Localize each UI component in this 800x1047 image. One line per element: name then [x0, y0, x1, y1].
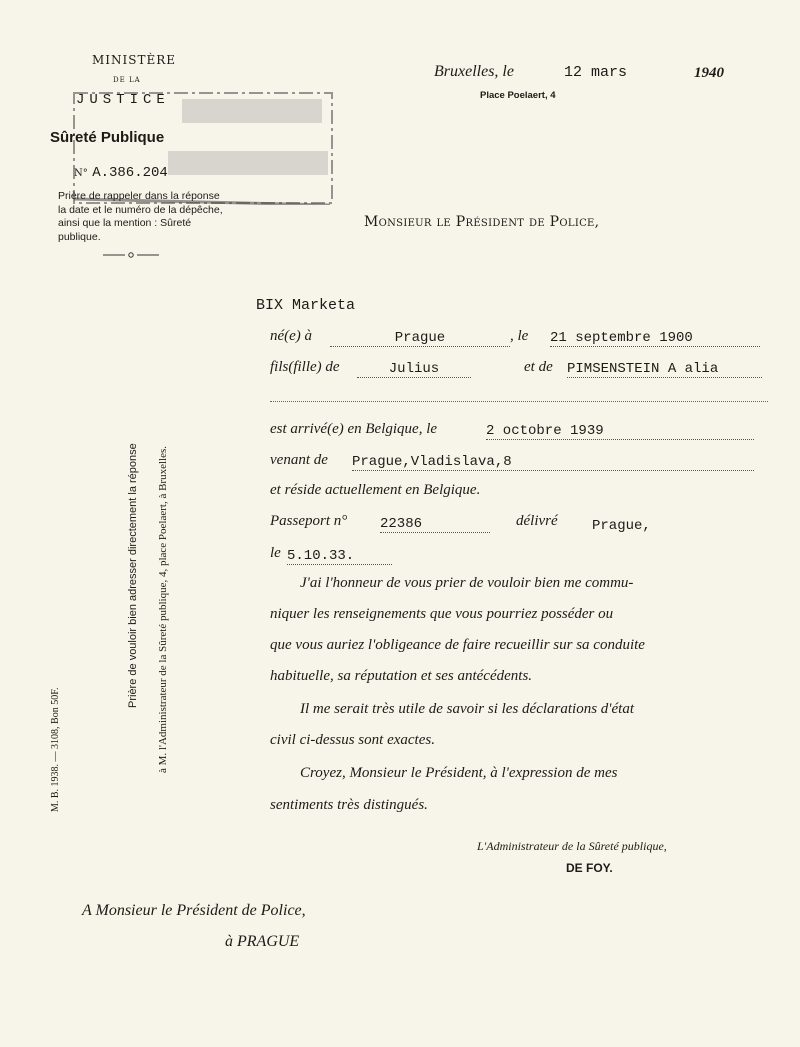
- subject-name: BIX Marketa: [256, 297, 356, 314]
- body-p1-line4: habituelle, sa réputation et ses antécédents.: [270, 668, 533, 684]
- reply-instruction-vertical: Prière de vouloir bien adresser directement la réponse: [127, 443, 139, 708]
- body-p2-line2: civil ci-dessus sont exactes.: [270, 732, 435, 748]
- body-p1-line3: que vous auriez l'obligeance de faire recueillir sur sa conduite: [270, 637, 645, 653]
- arrival-label: est arrivé(e) en Belgique, le: [270, 421, 438, 437]
- recipient-salutation: Monsieur le Président de Police,: [364, 214, 600, 230]
- ministry-justice: JUSTICE: [76, 92, 170, 108]
- received-stamp: [72, 91, 334, 205]
- father-name: Julius: [357, 361, 471, 378]
- body-p3-line2: sentiments très distingués.: [270, 797, 428, 813]
- birthdate-value: 21 septembre 1900: [550, 330, 760, 347]
- ministry-de-la: DE LA: [113, 76, 141, 84]
- issue-date-value: 5.10.33.: [287, 548, 392, 565]
- mother-label: et de: [524, 359, 553, 375]
- body-p3-line1: Croyez, Monsieur le Président, à l'expression de mes: [300, 765, 618, 781]
- place-label: Bruxelles, le: [434, 63, 514, 80]
- origin-label: venant de: [270, 452, 328, 468]
- issued-label: délivré: [516, 513, 558, 529]
- origin-value: Prague,Vladislava,8: [352, 454, 754, 471]
- birthplace-value: Prague: [330, 330, 510, 347]
- residence-statement: et réside actuellement en Belgique.: [270, 482, 481, 498]
- dossier-value: A.386.204: [92, 165, 168, 181]
- birthplace-label: né(e) à: [270, 328, 313, 344]
- dossier-prefix: N°: [74, 168, 88, 179]
- printer-mark: M. B. 1938. — 3108, Bon 50F.: [50, 687, 61, 812]
- recipient-address-line1: A Monsieur le Président de Police,: [82, 902, 306, 919]
- signature-title: L'Administrateur de la Sûreté publique,: [477, 839, 667, 853]
- passport-label: Passeport n°: [270, 513, 348, 529]
- arrival-date: 2 octobre 1939: [486, 423, 754, 440]
- reference-instruction: Prière de rappeler dans la réponse la date et le numéro de la dépêche, ainsi que la mention : Sûreté publique.: [58, 190, 223, 243]
- service-name: Sûreté Publique: [50, 129, 165, 146]
- blank-line: [270, 401, 768, 402]
- letter-year: 1940: [694, 65, 724, 81]
- issue-date-label: le: [270, 545, 281, 561]
- letter-date: 12 mars: [564, 64, 628, 81]
- issued-place: Prague,: [592, 518, 651, 534]
- signature-name: DE FOY.: [566, 861, 613, 875]
- ministry-name: MINISTÈRE: [92, 53, 177, 67]
- mother-name: PIMSENSTEIN A alia: [567, 361, 762, 378]
- body-p1-line2: niquer les renseignements que vous pourriez posséder ou: [270, 606, 614, 622]
- parent-label: fils(fille) de: [270, 359, 340, 375]
- body-p2-line1: Il me serait très utile de savoir si les déclarations d'état: [300, 701, 634, 717]
- dossier-number: [74, 164, 168, 181]
- fleuron-ornament-icon: [103, 252, 159, 258]
- birthdate-label: , le: [510, 328, 529, 344]
- recipient-address-line2: à PRAGUE: [225, 933, 300, 950]
- passport-number: 22386: [380, 516, 490, 533]
- reply-address-vertical: à M. l'Administrateur de la Sûreté publique, 4, place Poelaert, à Bruxelles.: [157, 446, 169, 773]
- office-address: Place Poelaert, 4: [480, 90, 556, 101]
- body-p1-line1: J'ai l'honneur de vous prier de vouloir bien me commu-: [300, 575, 634, 591]
